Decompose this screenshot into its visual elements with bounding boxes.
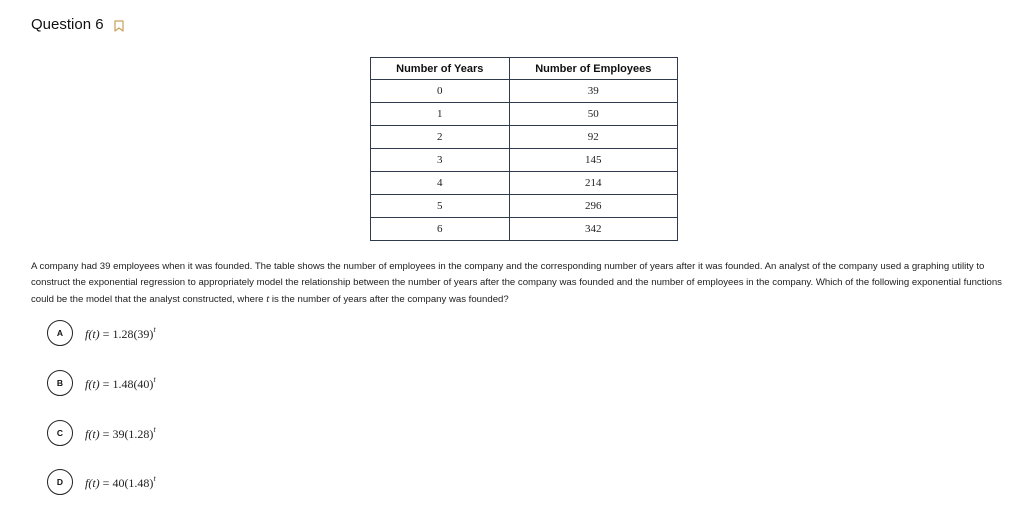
- function-body: = 39(1.28): [99, 426, 154, 441]
- table-row: [371, 103, 678, 126]
- table-row: [371, 218, 678, 241]
- table-cell-years: 0: [371, 80, 510, 103]
- choice-expression-b: [85, 375, 156, 392]
- table-cell-employees: 214: [509, 172, 677, 195]
- question-title: Question 6: [31, 16, 104, 33]
- column-header-employees: Number of Employees: [509, 58, 677, 80]
- table-cell-years: 1: [371, 103, 510, 126]
- data-table: [370, 57, 678, 241]
- function-body: = 40(1.48): [99, 475, 154, 490]
- table-cell-employees: 145: [509, 149, 677, 172]
- table-cell-employees: 92: [509, 126, 677, 149]
- table-row: [371, 126, 678, 149]
- stem-variable: t: [266, 293, 270, 305]
- question-stem-text: [31, 259, 1021, 308]
- answer-choice-c[interactable]: [47, 420, 156, 446]
- function-exponent: t: [153, 424, 156, 434]
- table-cell-employees: 50: [509, 103, 677, 126]
- choice-letter-a[interactable]: A: [47, 320, 73, 346]
- answer-choice-a[interactable]: [47, 320, 156, 346]
- table-row: [371, 149, 678, 172]
- table-header-row: [371, 58, 678, 80]
- function-name: f(t): [85, 326, 100, 341]
- function-body: = 1.28(39): [99, 326, 154, 341]
- stem-text-part2: is the number of years after the company was founded?: [269, 294, 509, 305]
- bookmark-icon[interactable]: [114, 19, 124, 31]
- choice-letter-d[interactable]: D: [47, 469, 73, 495]
- answer-choice-d[interactable]: [47, 469, 156, 495]
- answer-choice-b[interactable]: [47, 370, 156, 396]
- table-cell-years: 3: [371, 149, 510, 172]
- choice-expression-a: [85, 325, 156, 342]
- function-exponent: t: [153, 324, 156, 334]
- function-name: f(t): [85, 475, 100, 490]
- table-cell-years: 4: [371, 172, 510, 195]
- function-name: f(t): [85, 376, 100, 391]
- table-row: [371, 195, 678, 218]
- table-row: [371, 80, 678, 103]
- function-name: f(t): [85, 426, 100, 441]
- function-exponent: t: [153, 473, 156, 483]
- choice-expression-d: [85, 474, 156, 491]
- question-stem: [31, 259, 1021, 308]
- table-cell-years: 5: [371, 195, 510, 218]
- choice-expression-c: [85, 425, 156, 442]
- function-exponent: t: [153, 374, 156, 384]
- choice-letter-b[interactable]: B: [47, 370, 73, 396]
- table-cell-employees: 39: [509, 80, 677, 103]
- table-row: [371, 172, 678, 195]
- choice-letter-c[interactable]: C: [47, 420, 73, 446]
- function-body: = 1.48(40): [99, 376, 154, 391]
- table-cell-employees: 342: [509, 218, 677, 241]
- table-cell-employees: 296: [509, 195, 677, 218]
- question-header: [31, 16, 124, 33]
- table-cell-years: 2: [371, 126, 510, 149]
- stem-text-part1: A company had 39 employees when it was founded. The table shows the number of employees in the company and the corresponding number of years after it was founded. An analyst of the company used a graphing utility to construct the exponential regression to appropriately model the relationship between the number of years after the company was founded and the number of employees in the company. Which of the following exponential functions could be the model that the analyst constructed, where: [31, 261, 1002, 305]
- column-header-years: Number of Years: [371, 58, 510, 80]
- table-cell-years: 6: [371, 218, 510, 241]
